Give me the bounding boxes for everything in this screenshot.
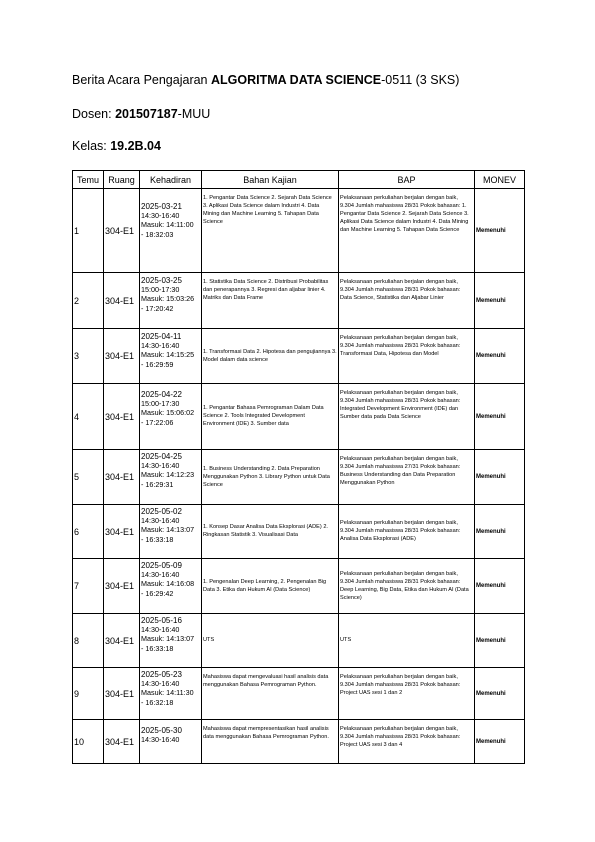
masuk: Masuk: 15:03:26 bbox=[141, 294, 195, 304]
bahan-kajian-cell: 1. Konsep Dasar Analisa Data Eksplorasi (ADE) 2. Ringkasan Statistik 3. Visualisasi Data bbox=[202, 505, 339, 559]
masuk: Masuk: 14:16:08 bbox=[141, 579, 195, 589]
keluar: - 16:29:31 bbox=[141, 479, 174, 489]
masuk: Masuk: 14:15:25 bbox=[141, 350, 195, 360]
bap-cell: Pelaksanaan perkuliahan berjalan dengan baik, 9.304 Jumlah mahasiswa 27/31 Pokok bahasan: Business Understanding dan Data Preparation Menggunakan Python bbox=[339, 450, 475, 505]
ruang-cell: 304-E1 bbox=[104, 720, 140, 764]
jam: 14:30-16:40 bbox=[141, 341, 180, 351]
ruang-cell: 304-E1 bbox=[104, 668, 140, 720]
kelas-label: Kelas: bbox=[72, 139, 111, 153]
kehadiran-cell bbox=[140, 559, 202, 614]
monev-cell: Memenuhi bbox=[475, 273, 525, 329]
course-name: ALGORITMA DATA SCIENCE bbox=[210, 73, 382, 87]
bahan-kajian-cell: 1. Transformasi Data 2. Hipotesa dan pengujiannya 3. Model dalam data science bbox=[202, 329, 339, 384]
keluar: - 17:20:42 bbox=[141, 303, 174, 313]
bap-cell: UTS bbox=[339, 614, 475, 668]
kehadiran-cell bbox=[140, 450, 202, 505]
kehadiran-cell bbox=[140, 329, 202, 384]
kehadiran-cell bbox=[140, 384, 202, 450]
bahan-kajian-cell: 1. Statistika Data Science 2. Distribusi Probabilitas dan penerapannya 3. Regresi dan aljabar linier 4. Matriks dan Data Frame bbox=[202, 273, 339, 329]
bap-cell: Pelaksanaan perkuliahan berjalan dengan baik, 9.304 Jumlah mahasiswa 28/31 Pokok bahasan: Project UAS sesi 3 dan 4 bbox=[339, 720, 475, 764]
kehadiran-cell bbox=[140, 273, 202, 329]
bap-cell: Pelaksanaan perkuliahan berjalan dengan baik, 9.304 Jumlah mahasiswa 28/31 Pokok bahasan: Project UAS sesi 1 dan 2 bbox=[339, 668, 475, 720]
keluar: - 16:33:18 bbox=[141, 643, 174, 653]
temu-cell: 9 bbox=[73, 668, 104, 720]
masuk: Masuk: 14:12:23 bbox=[141, 470, 195, 480]
bahan-kajian-cell: 1. Business Understanding 2. Data Preparation Menggunakan Python 3. Library Python untuk Data Science bbox=[202, 450, 339, 505]
report-title bbox=[72, 73, 459, 87]
kehadiran-cell bbox=[140, 614, 202, 668]
tanggal: 2025-05-09 bbox=[141, 561, 182, 570]
masuk: Masuk: 14:11:30 bbox=[141, 688, 194, 698]
col-temu: Temu bbox=[73, 171, 104, 189]
table-row bbox=[73, 450, 525, 505]
dosen-label: Dosen: bbox=[72, 107, 116, 121]
table-row bbox=[73, 559, 525, 614]
kehadiran-cell bbox=[140, 505, 202, 559]
dosen-id: 201507187 bbox=[115, 107, 178, 121]
table-row bbox=[73, 668, 525, 720]
bap-cell: Pelaksanaan perkuliahan berjalan dengan baik, 9.304 Jumlah mahasiswa 28/31 Pokok bahasan: Integrated Development Environment (IDE) dan Sumber data pada Data Science bbox=[339, 384, 475, 450]
col-monev: MONEV bbox=[475, 171, 525, 189]
bap-cell: Pelaksanaan perkuliahan berjalan dengan baik, 9.304 Jumlah mahasiswa 28/31 Pokok bahasan: 1. Pengantar Data Science 2. Sejarah Data Science 3. Aplikasi Data Science dalam Industri 4. Data Mining dan Machine Learning 5. Tahapan Data Science bbox=[339, 189, 475, 273]
monev-cell: Memenuhi bbox=[475, 384, 525, 450]
table-row bbox=[73, 720, 525, 764]
ruang-cell: 304-E1 bbox=[104, 329, 140, 384]
jam: 14:30-16:40 bbox=[141, 570, 180, 580]
keluar: - 16:29:59 bbox=[141, 359, 174, 369]
keluar: - 17:22:06 bbox=[141, 417, 174, 427]
bahan-kajian-cell: 1. Pengenalan Deep Learning, 2. Pengenalan Big Data 3. Etika dan Hukum AI (Data Science) bbox=[202, 559, 339, 614]
tanggal: 2025-03-21 bbox=[141, 202, 182, 211]
col-kehadiran: Kehadiran bbox=[140, 171, 202, 189]
temu-cell: 5 bbox=[73, 450, 104, 505]
tanggal: 2025-04-22 bbox=[141, 390, 182, 399]
ruang-cell: 304-E1 bbox=[104, 450, 140, 505]
table-row bbox=[73, 614, 525, 668]
jam: 14:30-16:40 bbox=[141, 211, 180, 221]
tanggal: 2025-05-02 bbox=[141, 507, 182, 516]
attendance-table bbox=[72, 170, 525, 764]
jam: 14:30-16:40 bbox=[141, 461, 180, 471]
temu-cell: 4 bbox=[73, 384, 104, 450]
masuk: Masuk: 14:13:07 bbox=[141, 525, 195, 535]
tanggal: 2025-03-25 bbox=[141, 276, 182, 285]
bap-cell: Pelaksanaan perkuliahan berjalan dengan baik, 9.304 Jumlah mahasiswa 28/31 Pokok bahasan: Transformasi Data, Hipotesa dan Model bbox=[339, 329, 475, 384]
jam: 14:30-16:40 bbox=[141, 679, 180, 689]
bahan-kajian-cell: Mahasiswa dapat mengevaluasi hasil analisis data menggunakan Bahasa Pemrograman Python. bbox=[202, 668, 339, 720]
temu-cell: 8 bbox=[73, 614, 104, 668]
tanggal: 2025-04-25 bbox=[141, 452, 182, 461]
kehadiran-cell bbox=[140, 668, 202, 720]
table-row bbox=[73, 189, 525, 273]
ruang-cell: 304-E1 bbox=[104, 384, 140, 450]
kehadiran-cell bbox=[140, 189, 202, 273]
ruang-cell: 304-E1 bbox=[104, 614, 140, 668]
bahan-kajian-cell: Mahasiswa dapat mempresentasikan hasil analisis data menggunakan Bahasa Pemrograman Python. bbox=[202, 720, 339, 764]
jam: 14:30-16:40 bbox=[141, 735, 180, 745]
table-row bbox=[73, 505, 525, 559]
temu-cell: 7 bbox=[73, 559, 104, 614]
ruang-cell: 304-E1 bbox=[104, 505, 140, 559]
temu-cell: 6 bbox=[73, 505, 104, 559]
kehadiran-cell bbox=[140, 720, 202, 764]
jam: 15:00-17:30 bbox=[141, 399, 180, 409]
monev-cell: Memenuhi bbox=[475, 450, 525, 505]
lecturer-line bbox=[72, 107, 210, 121]
ruang-cell: 304-E1 bbox=[104, 273, 140, 329]
bahan-kajian-cell: 1. Pengantar Bahasa Pemrograman Dalam Data Science 2. Tools Integrated Development Environment (IDE) 3. Sumber data bbox=[202, 384, 339, 450]
title-prefix: Berita Acara Pengajaran bbox=[72, 73, 211, 87]
jam: 14:30-16:40 bbox=[141, 625, 180, 635]
dosen-suffix: -MUU bbox=[177, 107, 211, 121]
temu-cell: 10 bbox=[73, 720, 104, 764]
col-bap: BAP bbox=[339, 171, 475, 189]
monev-cell: Memenuhi bbox=[475, 189, 525, 273]
keluar: - 16:32:18 bbox=[141, 697, 174, 707]
temu-cell: 3 bbox=[73, 329, 104, 384]
title-suffix: -0511 (3 SKS) bbox=[381, 73, 460, 87]
monev-cell: Memenuhi bbox=[475, 614, 525, 668]
tanggal: 2025-05-16 bbox=[141, 616, 182, 625]
kelas-value: 19.2B.04 bbox=[110, 139, 161, 153]
bap-cell: Pelaksanaan perkuliahan berjalan dengan baik, 9.304 Jumlah mahasiswa 28/31 Pokok bahasan: Data Science, Statistika dan Aljabar Linier bbox=[339, 273, 475, 329]
table-header-row bbox=[73, 171, 525, 189]
temu-cell: 2 bbox=[73, 273, 104, 329]
monev-cell: Memenuhi bbox=[475, 720, 525, 764]
bahan-kajian-cell: 1. Pengantar Data Science 2. Sejarah Data Science 3. Aplikasi Data Science dalam Industri 4. Data Mining dan Machine Learning 5. Tahapan Data Science bbox=[202, 189, 339, 273]
bahan-kajian-cell: UTS bbox=[202, 614, 339, 668]
masuk: Masuk: 14:13:07 bbox=[141, 634, 195, 644]
jam: 15:00-17:30 bbox=[141, 285, 180, 295]
keluar: - 16:29:42 bbox=[141, 588, 174, 598]
table-row bbox=[73, 273, 525, 329]
tanggal: 2025-05-30 bbox=[141, 726, 182, 735]
monev-cell: Memenuhi bbox=[475, 505, 525, 559]
table-row bbox=[73, 329, 525, 384]
jam: 14:30-16:40 bbox=[141, 516, 180, 526]
tanggal: 2025-05-23 bbox=[141, 670, 182, 679]
bap-cell: Pelaksanaan perkuliahan berjalan dengan baik, 9.304 Jumlah mahasiswa 28/31 Pokok bahasan: Deep Learning, Big Data, Etika dan Hukum AI (Data Science) bbox=[339, 559, 475, 614]
class-line bbox=[72, 139, 161, 153]
masuk: Masuk: 14:11:00 bbox=[141, 220, 194, 230]
col-ruang: Ruang bbox=[104, 171, 140, 189]
monev-cell: Memenuhi bbox=[475, 559, 525, 614]
monev-cell: Memenuhi bbox=[475, 668, 525, 720]
monev-cell: Memenuhi bbox=[475, 329, 525, 384]
keluar: - 16:33:18 bbox=[141, 534, 174, 544]
ruang-cell: 304-E1 bbox=[104, 189, 140, 273]
masuk: Masuk: 15:06:02 bbox=[141, 408, 195, 418]
table-row bbox=[73, 384, 525, 450]
col-bahan-kajian: Bahan Kajian bbox=[202, 171, 339, 189]
tanggal: 2025-04-11 bbox=[141, 332, 182, 341]
bap-cell: Pelaksanaan perkuliahan berjalan dengan baik, 9.304 Jumlah mahasiswa 28/31 Pokok bahasan: Analisa Data Eksplorasi (ADE) bbox=[339, 505, 475, 559]
temu-cell: 1 bbox=[73, 189, 104, 273]
ruang-cell: 304-E1 bbox=[104, 559, 140, 614]
keluar: - 18:32:03 bbox=[141, 229, 174, 239]
